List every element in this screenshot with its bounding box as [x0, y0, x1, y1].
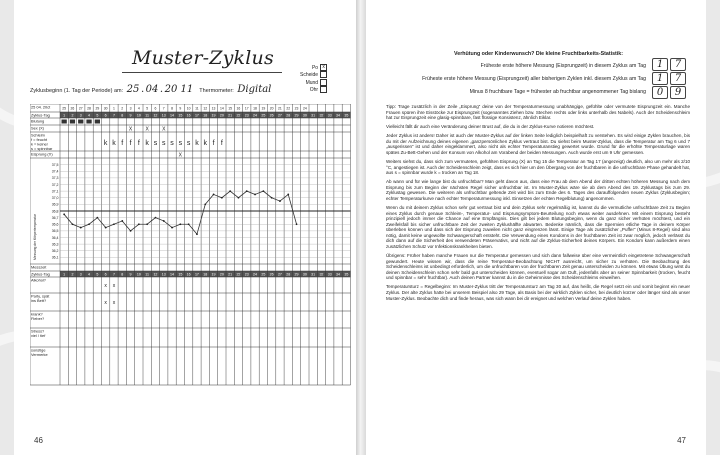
- cycle-day-number: 7: [112, 113, 115, 118]
- date-label: 6: [154, 106, 157, 111]
- cycle-day-number: 15: [178, 113, 183, 118]
- date-label: 21: [278, 106, 282, 111]
- cycle-day-number: 17: [194, 113, 199, 118]
- mucus-mark: k: [203, 140, 207, 147]
- page-number: 46: [34, 436, 43, 445]
- row-label: f = feucht: [31, 137, 48, 142]
- cycle-day-number: 27: [277, 113, 282, 118]
- cycle-day-number: 28: [286, 113, 291, 118]
- row-label: Messzeit: [31, 264, 47, 270]
- stat-label: Minus 8 fruchtbare Tage = frühester ab fruchtbar angenommener Tag bislang: [469, 89, 646, 95]
- stat-label: Früheste erste höhere Messung (Eisprungzeit) aller bisherigen Zyklen inkl. diesem Zyklus am Tag: [422, 76, 646, 82]
- temperature-point: [146, 223, 148, 225]
- date-label: 1: [113, 106, 115, 111]
- temperature-point: [113, 223, 115, 225]
- mucus-mark: f: [121, 140, 124, 147]
- temperature-point: [271, 197, 273, 199]
- cycle-day-number: 6: [104, 272, 107, 277]
- date-label: 13: [211, 106, 216, 111]
- legend-item-ohr: Ohr: [300, 86, 327, 93]
- row-label: Eisprung (X): [31, 151, 53, 157]
- mucus-mark: k: [112, 140, 116, 147]
- cycle-day-number: 17: [194, 272, 199, 277]
- digit-box: 7: [670, 58, 686, 71]
- date-label: 18: [253, 106, 257, 111]
- mucus-mark: s: [162, 140, 166, 147]
- sex-mark: X: [128, 126, 133, 133]
- mucus-mark: f: [220, 140, 223, 147]
- right-page: [366, 0, 706, 455]
- cycle-start-year: 20 11: [164, 84, 194, 95]
- cycle-day-number: 22: [236, 272, 241, 277]
- cycle-day-number: 23: [244, 272, 249, 277]
- cycle-day-number: 19: [211, 113, 216, 118]
- date-label: 17: [244, 106, 249, 111]
- mucus-mark: s: [170, 140, 174, 147]
- bleeding-mark: [78, 120, 83, 124]
- cycle-day-number: 24: [253, 272, 258, 277]
- temperature-point: [105, 227, 107, 229]
- cycle-day-number: 10: [136, 113, 141, 118]
- cycle-day-number: 11: [145, 272, 150, 277]
- cycle-day-number: 12: [153, 113, 158, 118]
- cycle-day-number: 22: [236, 113, 241, 118]
- stat-value: [652, 58, 686, 71]
- mucus-mark: f: [212, 140, 215, 147]
- cycle-chart: [30, 104, 357, 404]
- cycle-day-number: 7: [112, 272, 115, 277]
- party-mark: x: [104, 300, 107, 306]
- date-label: 26: [70, 106, 75, 111]
- row-label: Sex (X): [31, 125, 44, 131]
- date-label: 7: [162, 106, 165, 111]
- cycle-day-number: 34: [336, 113, 341, 118]
- temperature-point: [196, 233, 198, 235]
- cycle-day-number: 1: [63, 272, 66, 277]
- cycle-meta: Zyklusbeginn (1. Tag der Periode) am: 25 . 04 . 20 11 Thermometer: Digital: [30, 84, 272, 95]
- paragraph: Vielleicht fällt dir auch eine Veränderung deiner Brust auf, die du in der Zyklus-Kurve notieren möchtest.: [386, 124, 595, 130]
- cycle-day-number: 8: [121, 272, 124, 277]
- row-label: sonstige: [31, 347, 46, 353]
- date-label: 16: [236, 106, 241, 111]
- temp-tick-label: 36,8: [51, 209, 59, 214]
- temp-tick-label: 37,4: [51, 169, 59, 174]
- date-label: 8: [171, 106, 173, 111]
- cycle-day-number: 31: [311, 113, 316, 118]
- cycle-day-number: 5: [96, 272, 99, 277]
- row-label: Vermerke: [31, 352, 48, 357]
- cycle-day-number: 12: [153, 272, 158, 277]
- stat-value: [652, 72, 686, 85]
- date-label: 20: [269, 106, 274, 111]
- cycle-day-number: 20: [219, 272, 224, 277]
- cycle-day-number: 21: [228, 113, 233, 118]
- party-mark: x: [112, 300, 116, 306]
- cycle-day-number: 35: [344, 272, 349, 277]
- temp-tick-label: 36,7: [51, 215, 59, 220]
- mucus-mark: s: [153, 140, 158, 147]
- date-label: 27: [78, 106, 83, 111]
- cycle-day-number: 9: [129, 113, 132, 118]
- checkbox-icon: [320, 71, 327, 78]
- cycle-day-number: 13: [161, 272, 166, 277]
- digit-box: 1: [652, 72, 668, 85]
- cycle-day-number: 32: [319, 113, 324, 118]
- temperature-point: [262, 190, 264, 192]
- cycle-start-month: 04: [145, 84, 159, 95]
- cycle-grid: [30, 104, 357, 404]
- row-label: Schleim: [31, 132, 45, 138]
- cycle-day-number: 34: [336, 272, 341, 277]
- cycle-day-number: 14: [170, 272, 175, 277]
- checkbox-icon: [320, 79, 327, 86]
- cycle-day-number: 28: [286, 272, 291, 277]
- date-label: 24: [302, 106, 307, 111]
- page-number: 47: [677, 436, 686, 445]
- temperature-point: [63, 213, 65, 215]
- temperature-point: [80, 227, 82, 229]
- left-page: [14, 0, 357, 455]
- cycle-day-number: 24: [253, 113, 258, 118]
- temperature-point: [229, 190, 231, 192]
- temperature-point: [155, 217, 157, 219]
- cycle-day-number: 33: [327, 272, 332, 277]
- temperature-point: [287, 194, 289, 196]
- cycle-day-number: 15: [178, 272, 183, 277]
- date-label: 5: [146, 106, 149, 111]
- row-label: Party, spät: [31, 293, 50, 299]
- body-text: [386, 104, 690, 305]
- statistics-heading: Verhütung oder Kinderwunsch? Die kleine Fruchtbarkeits-Statistik:: [454, 51, 623, 57]
- temperature-point: [138, 223, 140, 225]
- temp-tick-label: 36,5: [51, 229, 59, 234]
- cycle-day-number: 23: [244, 113, 249, 118]
- cycle-day-number: 2: [71, 113, 74, 118]
- paragraph: Übrigens: Früher haben manche Frauen nur die Temperatur gemessen und sich dann fallweise über eine vermeintlich eingetretene Schwangerschaft gewundert. Heute wissen wir, dass die reine Temperatur-Beobachtung NICHT ausreicht, um sicher zu verhüten. Die Beobachtung des Scheidenschleims ist unbedingt erforderlich, um die unfruchtbaren von der fruchtbaren Zeit genau unterscheiden zu können. Mit etwas Übung wirst du deinen Scheidenschleim schon sehr bald gut unterscheiden können, eventuell sogar am Duft, jedenfalls aber an seiner Spinnbarkeit (trocken, feucht und spinnbar = sehr fruchtbar). Auch deinen Partner kannst du in die Geheimnisse des Scheidenschleims einweihen.: [386, 253, 690, 281]
- cycle-day-number: 10: [136, 272, 141, 277]
- mucus-mark: f: [129, 140, 132, 147]
- legend-item-scheide: Scheide: [300, 71, 327, 78]
- legend-item-po: Po x: [300, 64, 327, 71]
- date-label: 25: [62, 106, 67, 111]
- cycle-day-number: 4: [88, 113, 91, 118]
- cycle-day-number: 31: [311, 272, 316, 277]
- measurement-legend: [300, 64, 327, 93]
- cycle-day-number: 29: [294, 272, 299, 277]
- row-label: Fieber?: [31, 316, 45, 321]
- cycle-day-number: 18: [203, 272, 208, 277]
- temp-axis-label: Messung der Körpertemperatur: [33, 214, 37, 260]
- paragraph: Jeder Zyklus ist anders! Daher ist auch der Muster-Zyklus auf der linken Seite lediglich beispielhaft zu verstehen. Es wird einige Zyklen brauchen, bis du mit der Aufzeichnung deines eigenen „ganzpersönlichen Zyklus vertraut bist. Du siehst beim Muster-Zyklus, dass die Temperatur am Tag 6 und 7 „ausgerissen“ ist und daher eingeklammert, also nicht als echter Temperaturanstieg gewertet wurde. Grund für die erhöhte Temperaturlage waren spätes Zu-Bett-Gehen und der Konsum von Alkohol am Vorabend der beiden Messungen. Auch wurde erst um 9 Uhr gemessen.: [386, 133, 690, 156]
- row-label: krank?: [31, 311, 43, 317]
- title-underline: [122, 72, 282, 73]
- temp-tick-label: 36,3: [51, 242, 59, 247]
- bleeding-mark: [86, 120, 91, 124]
- gutter: [356, 0, 366, 455]
- digit-box: 9: [670, 86, 686, 99]
- cycle-day-number: 6: [104, 113, 107, 118]
- digit-box: 7: [670, 72, 686, 85]
- mucus-mark: k: [145, 140, 149, 147]
- date-label: 14: [219, 106, 224, 111]
- temp-tick-label: 37,0: [51, 196, 59, 201]
- bleeding-mark: [62, 120, 67, 124]
- cycle-day-number: 8: [121, 113, 124, 118]
- cycle-day-number: 27: [277, 272, 282, 277]
- cycle-day-number: 5: [96, 113, 99, 118]
- date-label: 2: [121, 106, 124, 111]
- date-label: 23: [294, 106, 299, 111]
- cycle-day-number: 30: [302, 272, 307, 277]
- cycle-day-number: 30: [302, 113, 307, 118]
- cycle-day-number: 26: [269, 113, 274, 118]
- cycle-day-number: 14: [170, 113, 175, 118]
- temp-tick-label: 36,6: [51, 222, 59, 227]
- digit-box: 0: [652, 86, 668, 99]
- mucus-mark: s: [186, 140, 191, 147]
- thermometer-value: Digital: [237, 84, 272, 95]
- temperature-point: [163, 220, 165, 222]
- cycle-day-number: 13: [161, 113, 166, 118]
- legend-item-mund: Mund: [300, 79, 327, 86]
- temp-tick-label: 37,1: [51, 189, 59, 194]
- checkbox-icon: x: [320, 64, 327, 71]
- mucus-mark: s: [178, 140, 183, 147]
- row-label: Zyklus-Tag: [31, 271, 50, 277]
- row-label: Blutung: [31, 118, 45, 124]
- paragraph: Wenn du mit deinem Zyklus schon sehr gut vertraut bist und dein Zyklus sehr regelmäßig ist, kannst du die vermutliche unfruchtbare Zeit zu Beginn eines Zyklus durch genaue Schleim-, Temperatur- und Eisprungsymptom-Beurteilung noch etwas weiter ausdehnen. Mit einem Eisprung besteht prinzipiell jedoch immer die Chance auf eine Empfängnis. Dies gilt bei jedem Blutungsbeginn, wenn du ganz sicher verhüten möchtest, und ein Zweifelsfall bis sicher unfruchtbare Zeit der zweiten Zyklushälfte abwarten. Bedenke nämlich, dass die Spermien etliche Tage in deinem Körper überleben können und dass sich der Eisprung zuweilen nicht ganz eingrenzen lässt. Einige Tage als zusätzlicher „Puffer“ (Minus 8-Regel) sind also nötig, damit keine ungewollte Schwangerschaft entsteht. Die Verwendung eines Kondoms in der fruchtbaren Zeit ist zwar möglich, jedoch verlässt du dich dann auf die Sicherheit des verwendeten Präservativs, und nicht auf die Zyklus-Sicherheit deines Körpers. Ein Kondom kann außerdem einen zusätzlichen Schutz vor Infektionskrankheiten bieten.: [386, 205, 690, 249]
- alcohol-mark: x: [112, 283, 116, 289]
- cycle-day-number: 3: [79, 272, 82, 277]
- temperature-point: [213, 194, 215, 196]
- temperature-point: [88, 223, 90, 225]
- row-label: Zyklus-Tag: [31, 112, 50, 118]
- cycle-day-number: 3: [79, 113, 82, 118]
- row-label: viel / tief: [31, 333, 46, 338]
- temperature-point: [188, 223, 190, 225]
- date-label: 4: [137, 106, 140, 111]
- temperature-point: [279, 200, 281, 202]
- cycle-day-number: 35: [344, 113, 349, 118]
- bleeding-mark: [70, 120, 75, 124]
- temperature-point: [72, 223, 74, 225]
- paragraph: Ab wann und für wie lange bist du unfruchtbar? Man geht davon aus, dass eine Frau ab dem Abend der dritten echten höheren Messung nach dem Eisprung bis zum Beginn der nächsten Regel sicher unfruchtbar ist. Im Muster-Zyklus wäre sie ab dem Abend des 19. Zyklustags bis zum 29. Zyklustag gewesen. Die weiteren als unfruchtbar geltende Zeit wird bis zum Ende des 6. Tages des darauffolgenden neuen Zyklus (Zyklusbeginn; echter Temperaturkurve nach echter Temperaturmessung inkl. Einsetzen der echten Regelblutung) angenommen.: [386, 179, 690, 202]
- row-label: 25 04. 20ct: [31, 104, 51, 110]
- row-label: Alkohol?: [31, 277, 46, 283]
- stat-label: Früheste erste höhere Messung (Eisprungzeit) in diesem Zyklus am Tag: [480, 63, 646, 69]
- temperature-point: [171, 227, 173, 229]
- cycle-day-number: 25: [261, 272, 266, 277]
- temp-tick-label: 36,4: [51, 235, 59, 240]
- temperature-point: [221, 197, 223, 199]
- temperature-point: [254, 194, 256, 196]
- cycle-day-number: 26: [269, 272, 274, 277]
- cycle-day-number: 25: [261, 113, 266, 118]
- cycle-day-number: 16: [186, 113, 191, 118]
- cycle-day-number: 2: [71, 272, 74, 277]
- alcohol-mark: x: [104, 283, 107, 289]
- row-label: ins Bett?: [31, 298, 47, 303]
- checkbox-icon: [320, 86, 327, 93]
- temperature-point: [121, 220, 123, 222]
- temp-tick-label: 36,9: [51, 202, 59, 207]
- temperature-point: [296, 223, 298, 225]
- cycle-start-label: Zyklusbeginn (1. Tag der Periode) am:: [30, 88, 124, 94]
- date-label: 28: [87, 106, 91, 111]
- date-label: 11: [195, 106, 199, 111]
- row-label: k = keiner: [31, 141, 48, 147]
- thermometer-label: Thermometer:: [199, 88, 234, 94]
- cycle-day-number: 29: [294, 113, 299, 118]
- date-label: 30: [103, 106, 108, 111]
- temperature-point: [238, 197, 240, 199]
- date-label: 19: [261, 106, 266, 111]
- ovulation-mark: X: [178, 152, 183, 159]
- temperature-point: [179, 223, 181, 225]
- cycle-day-number: 4: [88, 272, 91, 277]
- cycle-day-number: 18: [203, 113, 208, 118]
- cycle-day-number: 20: [219, 113, 224, 118]
- temp-tick-label: 37,3: [51, 176, 59, 181]
- date-label: 10: [186, 106, 191, 111]
- date-label: 29: [95, 106, 100, 111]
- temp-tick-label: 37,5: [51, 162, 59, 167]
- cycle-start-day: 25: [126, 84, 140, 95]
- page-title: Muster-Zyklus: [132, 47, 274, 69]
- date-label: 15: [228, 106, 233, 111]
- cycle-day-number: 19: [211, 272, 216, 277]
- paragraph: Weiters siehst du, dass sich zum vermuteten, gefühlten Eisprung (X) an Tag 15 die Temperatur an Tag 17 (angezeigt) deutlich, also um mehr als 2/10 °C, angestiegen ist. Auch der Scheidenschleim zeigt, dass es sich hier um den Übergang von der fruchtbaren in die unfruchtbare Phase gehandelt hat, aus s = spinnbar wurde k = trocken an Tag 18.: [386, 159, 690, 176]
- sex-mark: X: [162, 126, 166, 133]
- date-label: 22: [286, 106, 291, 111]
- temperature-point: [130, 230, 132, 232]
- temperature-point: [204, 203, 206, 205]
- date-label: 9: [179, 106, 182, 111]
- bleeding-mark: [95, 120, 100, 124]
- temperature-point: [96, 217, 98, 219]
- stat-value: [652, 86, 686, 99]
- cycle-day-number: 9: [129, 272, 132, 277]
- temp-tick-label: 37,2: [51, 182, 59, 187]
- cycle-day-number: 11: [145, 113, 150, 118]
- row-label: s = spinnbar: [31, 146, 53, 152]
- paragraph: Temperatursturz = Regelbeginn: Im Muster-Zyklus tritt der Temperatursturz am Tag 30 auf, das heißt, die Regel setzt ein und somit beginnt ein neuer Zyklus. Der alte Zyklus hatte bei unserem Beispiel also 29 Tage, als Basis bei der wirklich Zyklen sicher, bei deutlich kürzer oder länger sind als unser Muster-Zyklus. Beobachte dich und finde heraus, was sich wann bei dir ereignet und welchen Verlauf deine Zyklen haben.: [386, 284, 690, 301]
- cycle-day-number: 1: [63, 113, 66, 118]
- paragraph: Tipp: Trage zusätzlich in der Zeile „Eisprung“ deine von der Temperaturmessung unabhängige, gefühlte oder vermutete Eisprungzeit ein. Manche Frauen spüren ihre Eisstöcke zur Eisprungzeit (sogenanntes Ziehen bzw. Stechen rechts oder links unterhalb des Nabels). Auch der Scheidenschleim hat zur Eisprungzeit eine glasig-spinnbare, fast flüssige Konsistenz, ähnlich Eiklar.: [386, 104, 690, 121]
- cycle-day-number: 33: [327, 113, 332, 118]
- cycle-day-number: 21: [228, 272, 233, 277]
- temp-tick-label: 36,2: [51, 249, 59, 254]
- date-label: 3: [129, 106, 132, 111]
- cycle-day-number: 16: [186, 272, 191, 277]
- row-label: Stress?: [31, 328, 45, 334]
- temp-tick-label: 36,1: [51, 255, 59, 260]
- mucus-mark: f: [137, 140, 140, 147]
- cycle-day-number: 32: [319, 272, 324, 277]
- temperature-point: [246, 190, 248, 192]
- mucus-mark: k: [195, 140, 199, 147]
- sex-mark: X: [145, 126, 149, 133]
- digit-box: 1: [652, 58, 668, 71]
- temperature-curve: [64, 191, 296, 234]
- mucus-mark: k: [103, 140, 108, 147]
- date-label: 12: [203, 106, 208, 111]
